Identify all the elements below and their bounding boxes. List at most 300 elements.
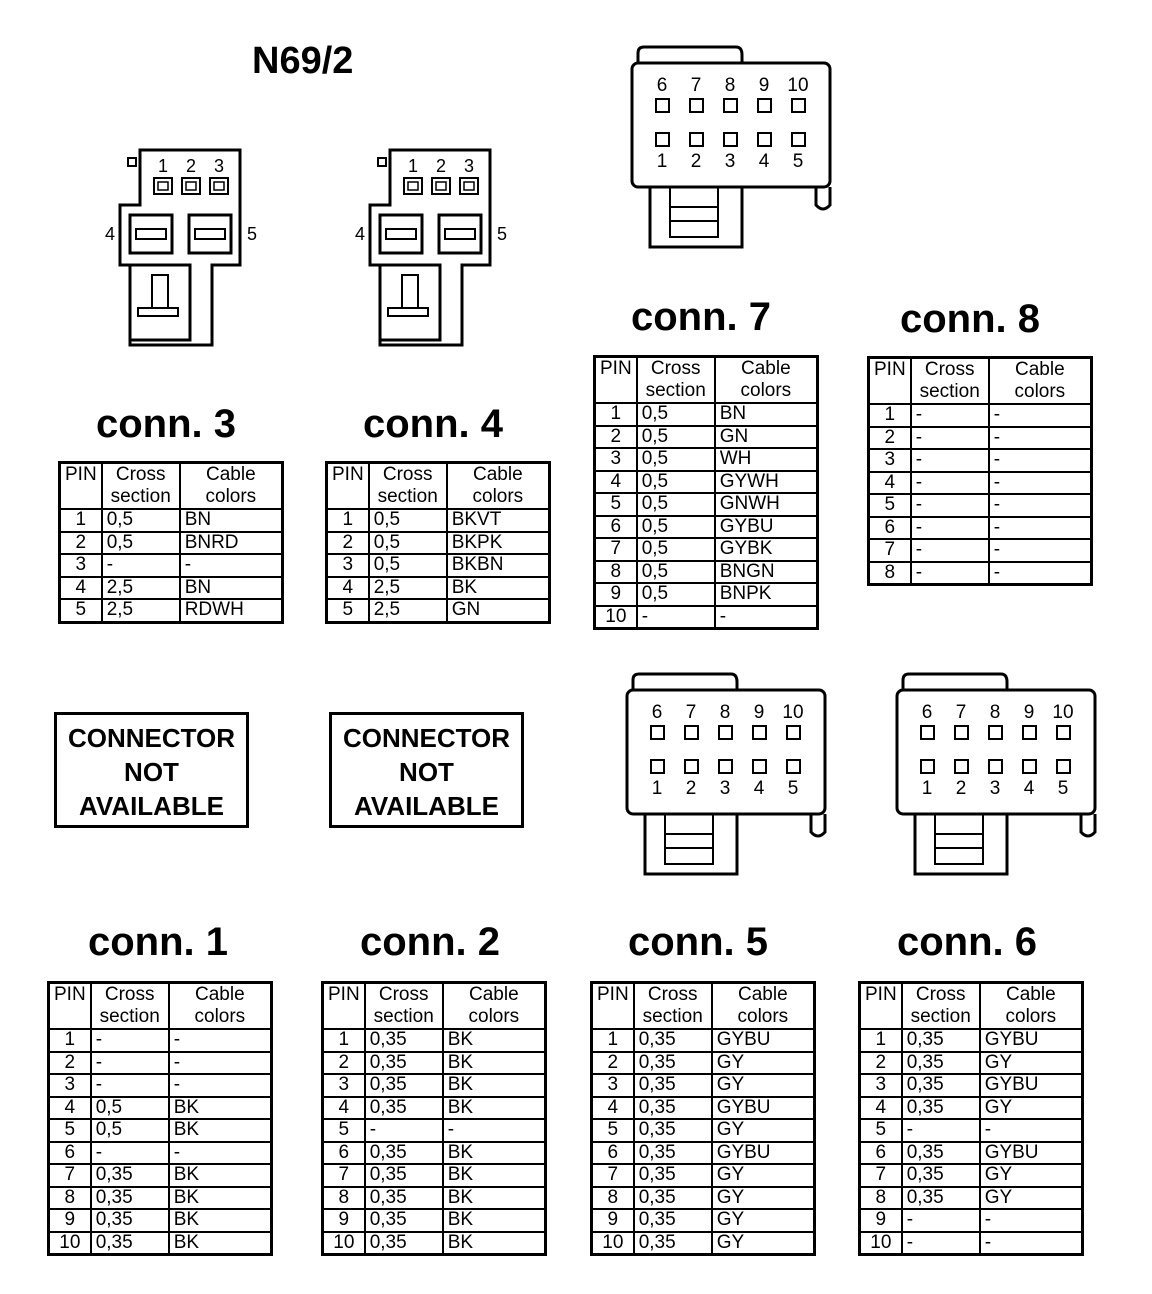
cross-section-cell: 0,5: [637, 561, 715, 584]
table-row: [860, 1187, 1083, 1210]
cross-section-cell: 0,5: [637, 448, 715, 471]
pin-cell: 2: [60, 532, 102, 555]
pin-cell: 7: [49, 1164, 91, 1187]
connector-not-available-1: [54, 712, 249, 828]
cable-color-cell: GYBU: [712, 1097, 815, 1120]
cable-color-cell: GYWH: [715, 471, 818, 494]
table-row: [595, 403, 818, 426]
pin-cell: 5: [60, 599, 102, 622]
pin-socket: [685, 760, 698, 773]
pin-cell: 1: [60, 509, 102, 532]
pin-label: 1: [651, 778, 663, 799]
pin-cell: 1: [869, 404, 911, 427]
table-header-row: [595, 357, 818, 404]
pin-cell: 8: [869, 562, 911, 585]
pin-label: 1: [157, 156, 169, 176]
cross-section-cell: -: [902, 1119, 980, 1142]
pin-label: 9: [758, 75, 770, 96]
cable-color-cell: GYBU: [980, 1074, 1083, 1097]
cable-color-cell: -: [169, 1029, 272, 1052]
page-title: N69/2: [252, 40, 354, 82]
pin-cell: 2: [595, 426, 637, 449]
cable-color-cell: GY: [712, 1119, 815, 1142]
cable-color-cell: GY: [712, 1074, 815, 1097]
cross-section-cell: 0,35: [634, 1097, 712, 1120]
table-row: [869, 562, 1092, 585]
cross-section-cell: -: [902, 1232, 980, 1255]
cross-section-cell: 0,5: [637, 471, 715, 494]
cable-color-cell: GY: [980, 1052, 1083, 1075]
conn-3-title: conn. 3: [96, 402, 237, 446]
cable-color-cell: -: [989, 404, 1092, 427]
conn-7-title: conn. 7: [631, 295, 772, 339]
pin-socket: [787, 760, 800, 773]
pin-socket: [719, 760, 732, 773]
pin-cell: 1: [327, 509, 369, 532]
cross-section-cell: 0,5: [102, 532, 180, 555]
cable-color-cell: BN: [715, 403, 818, 426]
pin-cell: 3: [327, 554, 369, 577]
cross-section-cell: -: [637, 606, 715, 629]
cable-color-cell: -: [989, 449, 1092, 472]
table-row: [60, 599, 283, 622]
table-header-row: [60, 463, 283, 510]
cross-section-cell: 0,5: [369, 554, 447, 577]
cross-section-cell: 0,35: [365, 1142, 443, 1165]
table-row: [592, 1119, 815, 1142]
pin-label: 8: [719, 702, 731, 723]
pin-socket: [989, 760, 1002, 773]
cable-color-cell: WH: [715, 448, 818, 471]
cross-section-cell: -: [91, 1029, 169, 1052]
cross-section-cell: 0,35: [634, 1029, 712, 1052]
cross-section-header: Cross section: [911, 358, 989, 405]
pin-cell: 4: [327, 577, 369, 600]
pin-label: 4: [758, 151, 770, 172]
table-row: [595, 583, 818, 606]
pin-cell: 3: [860, 1074, 902, 1097]
pin-header: PIN: [595, 357, 637, 404]
pin-label: 2: [185, 156, 197, 176]
cable-color-cell: BK: [443, 1052, 546, 1075]
pin-cell: 3: [49, 1074, 91, 1097]
cross-section-header: Cross section: [637, 357, 715, 404]
cross-section-cell: -: [902, 1209, 980, 1232]
pin-cell: 6: [869, 517, 911, 540]
table-row: [595, 561, 818, 584]
cross-section-cell: 0,35: [634, 1052, 712, 1075]
conn-5-title: conn. 5: [628, 920, 769, 964]
cable-color-cell: BK: [169, 1164, 272, 1187]
pin-label: 9: [753, 702, 765, 723]
cable-color-cell: -: [989, 539, 1092, 562]
cross-section-cell: 0,35: [634, 1187, 712, 1210]
pin-socket: [989, 726, 1002, 739]
table-row: [592, 1097, 815, 1120]
cable-color-cell: BK: [443, 1164, 546, 1187]
na-line: NOT: [399, 757, 454, 787]
pin-cell: 7: [595, 538, 637, 561]
table-row: [869, 539, 1092, 562]
cross-section-cell: 0,35: [634, 1164, 712, 1187]
conn-2-title: conn. 2: [360, 920, 501, 964]
pin-cell: 4: [869, 472, 911, 495]
pin-label: 4: [753, 778, 765, 799]
cable-color-cell: -: [980, 1209, 1083, 1232]
pin-cell: 3: [595, 448, 637, 471]
table-row: [592, 1232, 815, 1255]
pin-cell: 7: [323, 1164, 365, 1187]
cross-section-cell: 0,35: [365, 1052, 443, 1075]
cable-color-cell: GYBK: [715, 538, 818, 561]
cross-section-cell: -: [91, 1142, 169, 1165]
pin-label: 2: [955, 778, 967, 799]
pin-cell: 5: [869, 494, 911, 517]
pin-cell: 5: [327, 599, 369, 622]
conn-7-table: [593, 355, 819, 630]
pin-label: 10: [782, 702, 804, 723]
pin-cell: 1: [323, 1029, 365, 1052]
pin-label: 1: [407, 156, 419, 176]
pin-cell: 4: [49, 1097, 91, 1120]
table-row: [592, 1164, 815, 1187]
connector-10pin-drawing-7: [630, 45, 840, 255]
table-row: [49, 1029, 272, 1052]
na-line: CONNECTOR: [67, 723, 236, 753]
table-row: [595, 426, 818, 449]
na-line: AVAILABLE: [354, 791, 499, 821]
cross-section-cell: 0,35: [634, 1119, 712, 1142]
pin-socket: [792, 99, 805, 112]
cable-color-cell: -: [169, 1052, 272, 1075]
conn-8-title: conn. 8: [900, 297, 1041, 341]
pin-label: 8: [724, 75, 736, 96]
table-row: [323, 1097, 546, 1120]
table-row: [869, 494, 1092, 517]
cross-section-cell: 0,35: [902, 1052, 980, 1075]
cable-color-cell: GY: [980, 1187, 1083, 1210]
pin-cell: 5: [49, 1119, 91, 1142]
cross-section-cell: 0,5: [91, 1097, 169, 1120]
cross-section-cell: 0,35: [902, 1097, 980, 1120]
pin-header: PIN: [60, 463, 102, 510]
pin-cell: 6: [49, 1142, 91, 1165]
cable-color-cell: BK: [169, 1119, 272, 1142]
cross-section-cell: 0,5: [637, 516, 715, 539]
table-row: [323, 1209, 546, 1232]
pin-cell: 2: [592, 1052, 634, 1075]
cross-section-cell: -: [911, 472, 989, 495]
pin-cell: 9: [323, 1209, 365, 1232]
pin-cell: 6: [323, 1142, 365, 1165]
cable-color-cell: BK: [443, 1187, 546, 1210]
pin-label: 6: [651, 702, 663, 723]
connector-10pin-drawing-5: [625, 672, 835, 882]
cable-color-cell: -: [980, 1119, 1083, 1142]
cross-section-cell: -: [911, 517, 989, 540]
cross-section-cell: 0,35: [634, 1142, 712, 1165]
cross-section-cell: -: [911, 404, 989, 427]
table-row: [869, 427, 1092, 450]
table-row: [323, 1029, 546, 1052]
pin-label: 6: [921, 702, 933, 723]
pin-socket: [1057, 760, 1070, 773]
cross-section-cell: 0,35: [365, 1187, 443, 1210]
cable-color-cell: -: [989, 562, 1092, 585]
cable-color-cell: -: [443, 1119, 546, 1142]
pin-cell: 10: [595, 606, 637, 629]
table-row: [49, 1142, 272, 1165]
cross-section-cell: 0,35: [902, 1164, 980, 1187]
pin-cell: 1: [860, 1029, 902, 1052]
pin-cell: 9: [595, 583, 637, 606]
cross-section-cell: 0,35: [365, 1074, 443, 1097]
cross-section-cell: 0,5: [102, 509, 180, 532]
cross-section-cell: 0,5: [637, 426, 715, 449]
pin-label: 3: [724, 151, 736, 172]
cross-section-cell: -: [911, 427, 989, 450]
cable-color-cell: BK: [169, 1187, 272, 1210]
table-row: [860, 1097, 1083, 1120]
pin-cell: 10: [323, 1232, 365, 1255]
pin-label: 5: [787, 778, 799, 799]
cross-section-cell: 0,5: [369, 509, 447, 532]
conn-2-table: [321, 981, 547, 1256]
cross-section-cell: -: [91, 1074, 169, 1097]
table-row: [592, 1142, 815, 1165]
pin-label: 4: [354, 224, 366, 244]
pin-cell: 2: [327, 532, 369, 555]
table-row: [592, 1209, 815, 1232]
pin-cell: 8: [595, 561, 637, 584]
pin-header: PIN: [327, 463, 369, 510]
cable-color-cell: -: [169, 1142, 272, 1165]
cable-color-cell: GY: [980, 1164, 1083, 1187]
table-row: [860, 1029, 1083, 1052]
cable-color-cell: GY: [712, 1187, 815, 1210]
pin-socket: [1023, 726, 1036, 739]
table-row: [60, 577, 283, 600]
cross-section-cell: 0,5: [637, 403, 715, 426]
cross-section-cell: -: [911, 449, 989, 472]
pin-socket: [921, 726, 934, 739]
pin-cell: 6: [592, 1142, 634, 1165]
cable-color-cell: GN: [447, 599, 550, 622]
table-row: [323, 1232, 546, 1255]
pin-cell: 2: [869, 427, 911, 450]
cable-colors-header: Cable colors: [180, 463, 283, 510]
pin-socket: [656, 99, 669, 112]
cable-color-cell: -: [989, 517, 1092, 540]
cross-section-cell: -: [365, 1119, 443, 1142]
pin-socket: [758, 99, 771, 112]
conn-6-table: [858, 981, 1084, 1256]
pin-label: 5: [496, 224, 508, 244]
pin-cell: 2: [860, 1052, 902, 1075]
pin-cell: 10: [49, 1232, 91, 1255]
table-row: [327, 577, 550, 600]
pin-header: PIN: [323, 983, 365, 1030]
cross-section-cell: 2,5: [369, 599, 447, 622]
cross-section-cell: 0,35: [91, 1232, 169, 1255]
table-row: [323, 1052, 546, 1075]
table-header-row: [327, 463, 550, 510]
table-row: [592, 1187, 815, 1210]
pin-socket: [719, 726, 732, 739]
cable-color-cell: GY: [712, 1209, 815, 1232]
pin-label: 10: [787, 75, 809, 96]
cable-color-cell: GY: [712, 1232, 815, 1255]
table-row: [860, 1142, 1083, 1165]
table-row: [860, 1119, 1083, 1142]
cable-color-cell: -: [989, 472, 1092, 495]
table-row: [49, 1074, 272, 1097]
na-line: NOT: [124, 757, 179, 787]
table-row: [323, 1164, 546, 1187]
cross-section-cell: 0,35: [365, 1029, 443, 1052]
cross-section-cell: 0,35: [365, 1209, 443, 1232]
cable-colors-header: Cable colors: [169, 983, 272, 1030]
pin-cell: 1: [592, 1029, 634, 1052]
cable-color-cell: BNPK: [715, 583, 818, 606]
cross-section-cell: 0,35: [634, 1074, 712, 1097]
pin-cell: 10: [860, 1232, 902, 1255]
table-row: [49, 1232, 272, 1255]
cable-color-cell: GYBU: [712, 1142, 815, 1165]
pin-cell: 4: [592, 1097, 634, 1120]
table-row: [327, 599, 550, 622]
cross-section-cell: -: [911, 539, 989, 562]
pin-socket: [685, 726, 698, 739]
cable-color-cell: BK: [443, 1142, 546, 1165]
cross-section-cell: 0,5: [91, 1119, 169, 1142]
table-row: [49, 1052, 272, 1075]
cable-color-cell: BK: [169, 1232, 272, 1255]
pin-label: 3: [213, 156, 225, 176]
cross-section-header: Cross section: [369, 463, 447, 510]
pin-socket: [1023, 760, 1036, 773]
cross-section-cell: 0,35: [365, 1164, 443, 1187]
connector-not-available-2: [329, 712, 524, 828]
table-row: [327, 554, 550, 577]
cable-color-cell: GYBU: [715, 516, 818, 539]
cross-section-header: Cross section: [902, 983, 980, 1030]
table-row: [323, 1187, 546, 1210]
cable-colors-header: Cable colors: [447, 463, 550, 510]
table-row: [323, 1074, 546, 1097]
pin-header: PIN: [49, 983, 91, 1030]
pin-socket: [690, 133, 703, 146]
table-row: [595, 538, 818, 561]
cable-color-cell: BN: [180, 577, 283, 600]
cable-color-cell: BNGN: [715, 561, 818, 584]
table-row: [49, 1164, 272, 1187]
cable-color-cell: -: [980, 1232, 1083, 1255]
cross-section-cell: 2,5: [102, 577, 180, 600]
cable-colors-header: Cable colors: [980, 983, 1083, 1030]
cable-color-cell: -: [169, 1074, 272, 1097]
table-row: [869, 404, 1092, 427]
pin-socket: [758, 133, 771, 146]
pin-cell: 3: [323, 1074, 365, 1097]
cross-section-header: Cross section: [102, 463, 180, 510]
cross-section-cell: 0,35: [902, 1029, 980, 1052]
pin-label: 2: [690, 151, 702, 172]
conn-3-table: [58, 461, 284, 624]
cable-color-cell: BKVT: [447, 509, 550, 532]
pin-header: PIN: [860, 983, 902, 1030]
pin-cell: 9: [860, 1209, 902, 1232]
connector-10pin-drawing-6: [895, 672, 1105, 882]
cable-color-cell: GYBU: [980, 1142, 1083, 1165]
table-row: [595, 448, 818, 471]
pin-socket: [787, 726, 800, 739]
pin-label: 7: [685, 702, 697, 723]
conn-6-title: conn. 6: [897, 920, 1038, 964]
na-line: CONNECTOR: [342, 723, 511, 753]
pin-cell: 8: [592, 1187, 634, 1210]
pin-label: 9: [1023, 702, 1035, 723]
pin-label: 2: [685, 778, 697, 799]
pin-cell: 8: [860, 1187, 902, 1210]
cross-section-cell: -: [91, 1052, 169, 1075]
cross-section-cell: 0,5: [637, 538, 715, 561]
pin-label: 5: [792, 151, 804, 172]
pin-cell: 5: [592, 1119, 634, 1142]
cross-section-cell: 0,35: [91, 1187, 169, 1210]
cross-section-header: Cross section: [91, 983, 169, 1030]
cross-section-cell: -: [102, 554, 180, 577]
pin-label: 1: [656, 151, 668, 172]
pin-label: 2: [435, 156, 447, 176]
cable-color-cell: GY: [712, 1052, 815, 1075]
table-header-row: [860, 983, 1083, 1030]
table-row: [595, 606, 818, 629]
table-row: [592, 1029, 815, 1052]
pin-cell: 4: [595, 471, 637, 494]
pin-socket: [753, 760, 766, 773]
cable-color-cell: BK: [443, 1209, 546, 1232]
pin-cell: 7: [860, 1164, 902, 1187]
cable-color-cell: RDWH: [180, 599, 283, 622]
pin-label: 8: [989, 702, 1001, 723]
cable-color-cell: BKPK: [447, 532, 550, 555]
table-row: [592, 1074, 815, 1097]
conn-4-table: [325, 461, 551, 624]
pin-socket: [753, 726, 766, 739]
cross-section-cell: 2,5: [102, 599, 180, 622]
cable-color-cell: GYBU: [712, 1029, 815, 1052]
pin-label: 7: [690, 75, 702, 96]
cross-section-cell: 0,35: [902, 1142, 980, 1165]
cable-colors-header: Cable colors: [712, 983, 815, 1030]
table-row: [327, 509, 550, 532]
cable-color-cell: GN: [715, 426, 818, 449]
cable-color-cell: BK: [169, 1209, 272, 1232]
cable-color-cell: BNRD: [180, 532, 283, 555]
cable-color-cell: BK: [443, 1097, 546, 1120]
pin-header: PIN: [592, 983, 634, 1030]
pin-cell: 9: [49, 1209, 91, 1232]
table-header-row: [869, 358, 1092, 405]
pin-socket: [955, 760, 968, 773]
table-row: [869, 449, 1092, 472]
table-row: [60, 509, 283, 532]
pin-label: 6: [656, 75, 668, 96]
cable-color-cell: -: [989, 494, 1092, 517]
connector-5pin-drawing-4: [350, 140, 520, 350]
cable-color-cell: -: [989, 427, 1092, 450]
